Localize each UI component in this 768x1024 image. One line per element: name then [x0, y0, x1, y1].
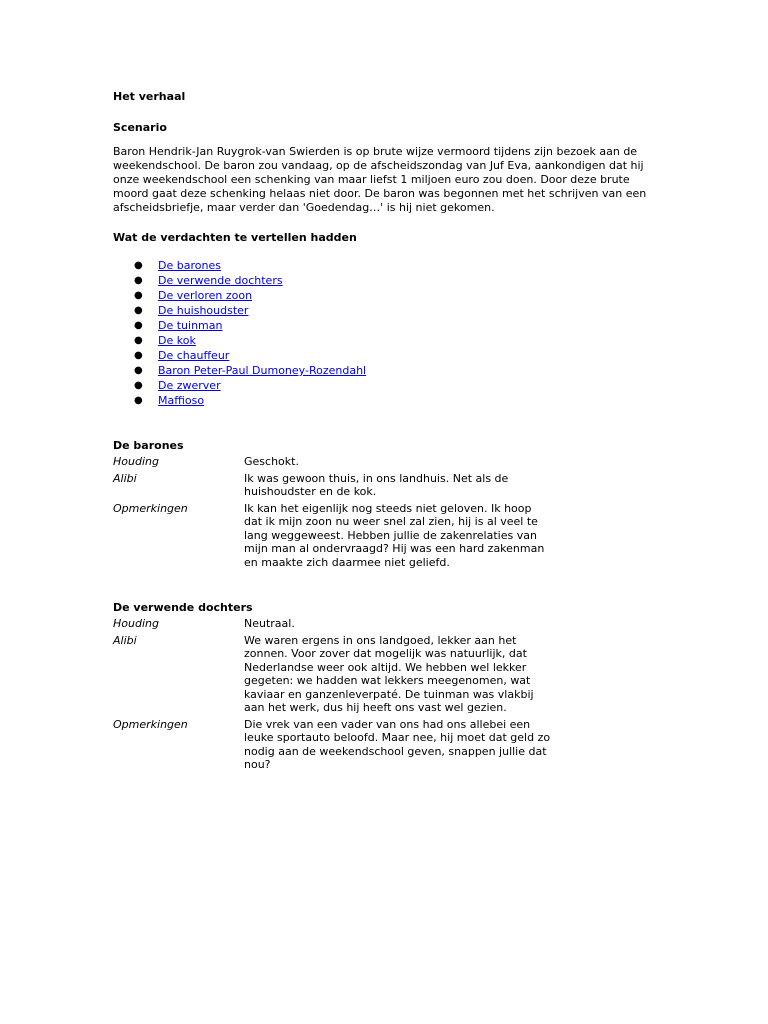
- table-row: [113, 718, 553, 775]
- list-item: [134, 333, 658, 348]
- list-item: [134, 363, 658, 378]
- bullet-icon: ●: [134, 335, 143, 346]
- list-item: [134, 288, 658, 303]
- table-row: [113, 455, 553, 472]
- row-label: Alibi: [113, 633, 137, 647]
- list-item: [134, 393, 658, 408]
- list-item: [134, 258, 658, 273]
- bullet-icon: ●: [134, 380, 143, 391]
- list-item: [134, 318, 658, 333]
- bullet-icon: ●: [134, 305, 143, 316]
- row-value: Geschokt.: [244, 455, 299, 468]
- suspect-link-kok[interactable]: De kok: [158, 334, 196, 347]
- suspect-link-list: [113, 258, 658, 408]
- suspect-link-chauffeur[interactable]: De chauffeur: [158, 349, 230, 362]
- row-value: Die vrek van een vader van ons had ons allebei een leuke sportauto beloofd. Maar nee, hij moet dat geld zo nodig aan de weekendschool geven, snappen jullie dat nou?: [244, 717, 551, 771]
- bullet-icon: ●: [134, 290, 143, 301]
- suspect-link-baron-peter-paul[interactable]: Baron Peter-Paul Dumoney-Rozendahl: [158, 364, 367, 377]
- suspect-link-maffioso[interactable]: Maffioso: [158, 394, 205, 407]
- bullet-icon: ●: [134, 320, 143, 331]
- list-item: [134, 303, 658, 318]
- table-row: [113, 502, 553, 573]
- list-item: [134, 273, 658, 288]
- section-verwende-dochters: [113, 601, 658, 775]
- suspect-link-verloren-zoon[interactable]: De verloren zoon: [158, 289, 253, 302]
- row-value: Neutraal.: [244, 617, 295, 630]
- document-page: [113, 90, 658, 775]
- suspect-link-tuinman[interactable]: De tuinman: [158, 319, 223, 332]
- section-barones: [113, 439, 658, 572]
- bullet-icon: ●: [134, 275, 143, 286]
- suspect-link-huishoudster[interactable]: De huishoudster: [158, 304, 249, 317]
- row-value: Ik kan het eigenlijk nog steeds niet geloven. Ik hoop dat ik mijn zoon nu weer snel zal zien, hij is al veel te lang weggeweest. Hebben jullie de zakenrelaties van mijn man al ondervraagd? Hij was een hard zakenman en maakte zich daarmee niet geliefd.: [244, 501, 545, 569]
- suspect-profile-table: [113, 455, 553, 572]
- suspect-link-verwende-dochters[interactable]: De verwende dochters: [158, 274, 283, 287]
- table-row: [113, 617, 553, 634]
- section-heading: De verwende dochters: [113, 601, 253, 614]
- suspect-profile-table: [113, 617, 553, 775]
- suspects-heading: Wat de verdachten te vertellen hadden: [113, 231, 357, 244]
- scenario-heading: Scenario: [113, 121, 167, 134]
- list-item: [134, 348, 658, 363]
- row-label: Opmerkingen: [113, 501, 188, 515]
- row-value: Ik was gewoon thuis, in ons landhuis. Net als de huishoudster en de kok.: [244, 471, 509, 498]
- row-value: We waren ergens in ons landgoed, lekker aan het zonnen. Voor zover dat mogelijk was natuurlijk, dat Nederlandse weer ook altijd. We hebben wel lekker gegeten: we hadden wat lekkers meegenomen, wat kaviaar en ganzenleverpaté. De tuinman was vlakbij aan het werk, dus hij heeft ons vast wel gezien.: [244, 633, 534, 714]
- section-heading: De barones: [113, 439, 184, 452]
- suspect-link-barones[interactable]: De barones: [158, 259, 221, 272]
- row-label: Opmerkingen: [113, 717, 188, 731]
- row-label: Alibi: [113, 471, 137, 485]
- table-row: [113, 634, 553, 718]
- scenario-text: Baron Hendrik-Jan Ruygrok-van Swierden is op brute wijze vermoord tijdens zijn bezoek aan de weekendschool. De baron zou vandaag, op de afscheidszondag van Juf Eva, aankondigen dat hij onze weekendschool een schenking van maar liefst 1 miljoen euro zou doen. Door deze brute moord gaat deze schenking helaas niet door. De baron was begonnen met het schrijven van een afscheidsbriefje, maar verder dan 'Goedendag…' is hij niet gekomen.: [113, 145, 647, 214]
- table-row: [113, 472, 553, 502]
- bullet-icon: ●: [134, 395, 143, 406]
- list-item: [134, 378, 658, 393]
- page-title: Het verhaal: [113, 90, 186, 103]
- bullet-icon: ●: [134, 365, 143, 376]
- row-label: Houding: [113, 455, 159, 468]
- bullet-icon: ●: [134, 260, 143, 271]
- row-label: Houding: [113, 617, 159, 630]
- suspect-link-zwerver[interactable]: De zwerver: [158, 379, 221, 392]
- bullet-icon: ●: [134, 350, 143, 361]
